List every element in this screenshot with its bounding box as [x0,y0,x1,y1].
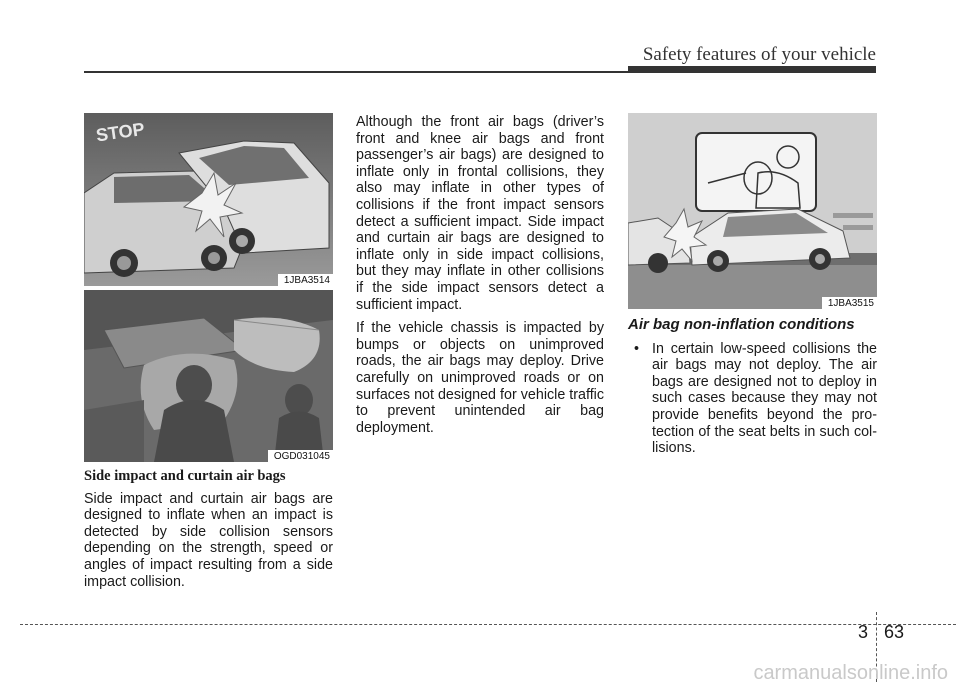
figure-code-label: 1JBA3515 [822,297,877,309]
body-paragraph: Side impact and curtain air bags are designed to inflate when an impact is detected by side collision sensors depending on the strength, speed or angles of impact resulting from a side impact collision. [84,490,333,590]
footer-rule [20,624,956,625]
stop-road-marking: STOP [94,118,146,146]
page-number: 63 [884,622,905,642]
bullet-marker: • [634,340,640,357]
figure-rear-collision [628,113,877,309]
figure-code-label: 1JBA3514 [278,274,333,286]
left-column [84,468,333,597]
figure-code-label: OGD031045 [268,450,333,462]
figure-curtain-airbag [84,290,333,462]
side-collision-illustration [84,113,333,286]
bullet-text: In certain low-speed collisions the air bags may not deploy. The air bags are designed not to deploy in such cases because they may not provide benefits beyond the pro- tection of the seat belts in such col- lisions. [652,340,877,457]
middle-column [356,114,604,443]
body-paragraph: If the vehicle chassis is impacted by bumps or objects on unimproved roads, the air bags may deploy. Drive carefully on unimproved roads or on surfaces not designed for vehicle traffic to prevent unintended air bag deployment. [356,320,604,436]
watermark-text: carmanualsonline.info [753,662,948,684]
right-column [628,317,877,457]
body-paragraph: Although the front air bags (driver’s front and knee air bags and front passenger’s air bags) are designed to inflate only in frontal collisions, they also may inflate in other types of collisions if the front impact sensors detect a sufficient impact. Side impact and curtain air bags are designed to inflate only in side impact collisions, but they may inflate in other collisions if the side impact sensors detect a sufficient impact. [356,114,604,313]
chapter-number: 3 [858,622,869,642]
list-item [628,341,877,457]
running-header: Safety features of your vehicle [642,44,876,65]
header-rule [84,71,876,73]
rear-collision-illustration [628,113,877,309]
section-heading: Side impact and curtain air bags [84,468,286,484]
section-heading: Air bag non-inflation conditions [628,316,855,333]
figure-side-collision [84,113,333,286]
curtain-airbag-illustration [84,290,333,462]
